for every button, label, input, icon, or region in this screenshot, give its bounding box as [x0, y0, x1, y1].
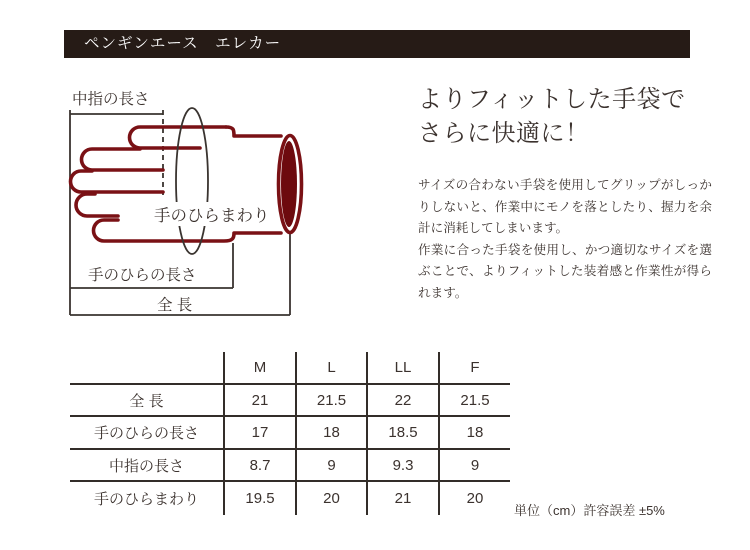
table-cell: 21.5 [297, 385, 368, 417]
product-title: ペンギンエース エレカー [84, 35, 282, 52]
middle-finger-length-label: 中指の長さ [72, 91, 150, 108]
headline [418, 83, 686, 151]
table-cell: 18.5 [368, 417, 440, 450]
table-row-label: 中指の長さ [70, 450, 225, 482]
glove-index-finger [82, 149, 164, 170]
table-cell: 21 [368, 482, 440, 515]
size-table [70, 352, 510, 515]
table-cell: 9.3 [368, 450, 440, 482]
table-cell: 9 [440, 450, 510, 482]
product-title-bar [64, 30, 690, 58]
headline-line1: よりフィットした手袋で [418, 86, 686, 113]
table-cell: 17 [225, 417, 297, 450]
palm-circumference-ellipse [176, 108, 208, 254]
unit-tolerance-note: 単位（cm）許容誤差 ±5% [514, 503, 665, 518]
glove-ring-finger [76, 194, 118, 216]
palm-length-label: 手のひらの長さ [88, 267, 197, 284]
table-cell: 19.5 [225, 482, 297, 515]
description-paragraph-1: サイズの合わない手袋を使用してグリップがしっかりしないと、作業中にモノを落としたり、握力を余計に消耗してしまいます。 [418, 178, 712, 236]
description-paragraph-2: 作業に合った手袋を使用し、かつ適切なサイズを選ぶことで、よりフィットした装着感と作業性が得られます。 [418, 242, 712, 300]
glove-middle-finger [71, 171, 164, 192]
table-cell: 18 [440, 417, 510, 450]
table-col-header: M [225, 352, 297, 385]
glove-cuff-opening [281, 141, 297, 227]
table-row-label: 手のひらまわり [70, 482, 225, 515]
table-cell: 22 [368, 385, 440, 417]
palm-circumference-label: 手のひらまわり [151, 202, 273, 226]
total-length-label: 全 長 [157, 297, 193, 314]
table-row-label: 全 長 [70, 385, 225, 417]
table-col-header: L [297, 352, 368, 385]
description-text [418, 175, 712, 305]
glove-top-edge [226, 127, 281, 136]
table-cell: 9 [297, 450, 368, 482]
table-cell: 21 [225, 385, 297, 417]
table-cell: 18 [297, 417, 368, 450]
table-col-header: F [440, 352, 510, 385]
table-cell: 8.7 [225, 450, 297, 482]
table-cell: 20 [297, 482, 368, 515]
table-row-label: 手のひらの長さ [70, 417, 225, 450]
table-corner-cell [70, 352, 225, 385]
headline-line2: さらに快適に！ [418, 120, 590, 147]
table-col-header: LL [368, 352, 440, 385]
table-cell: 20 [466, 490, 484, 507]
table-cell: 21.5 [440, 385, 510, 417]
